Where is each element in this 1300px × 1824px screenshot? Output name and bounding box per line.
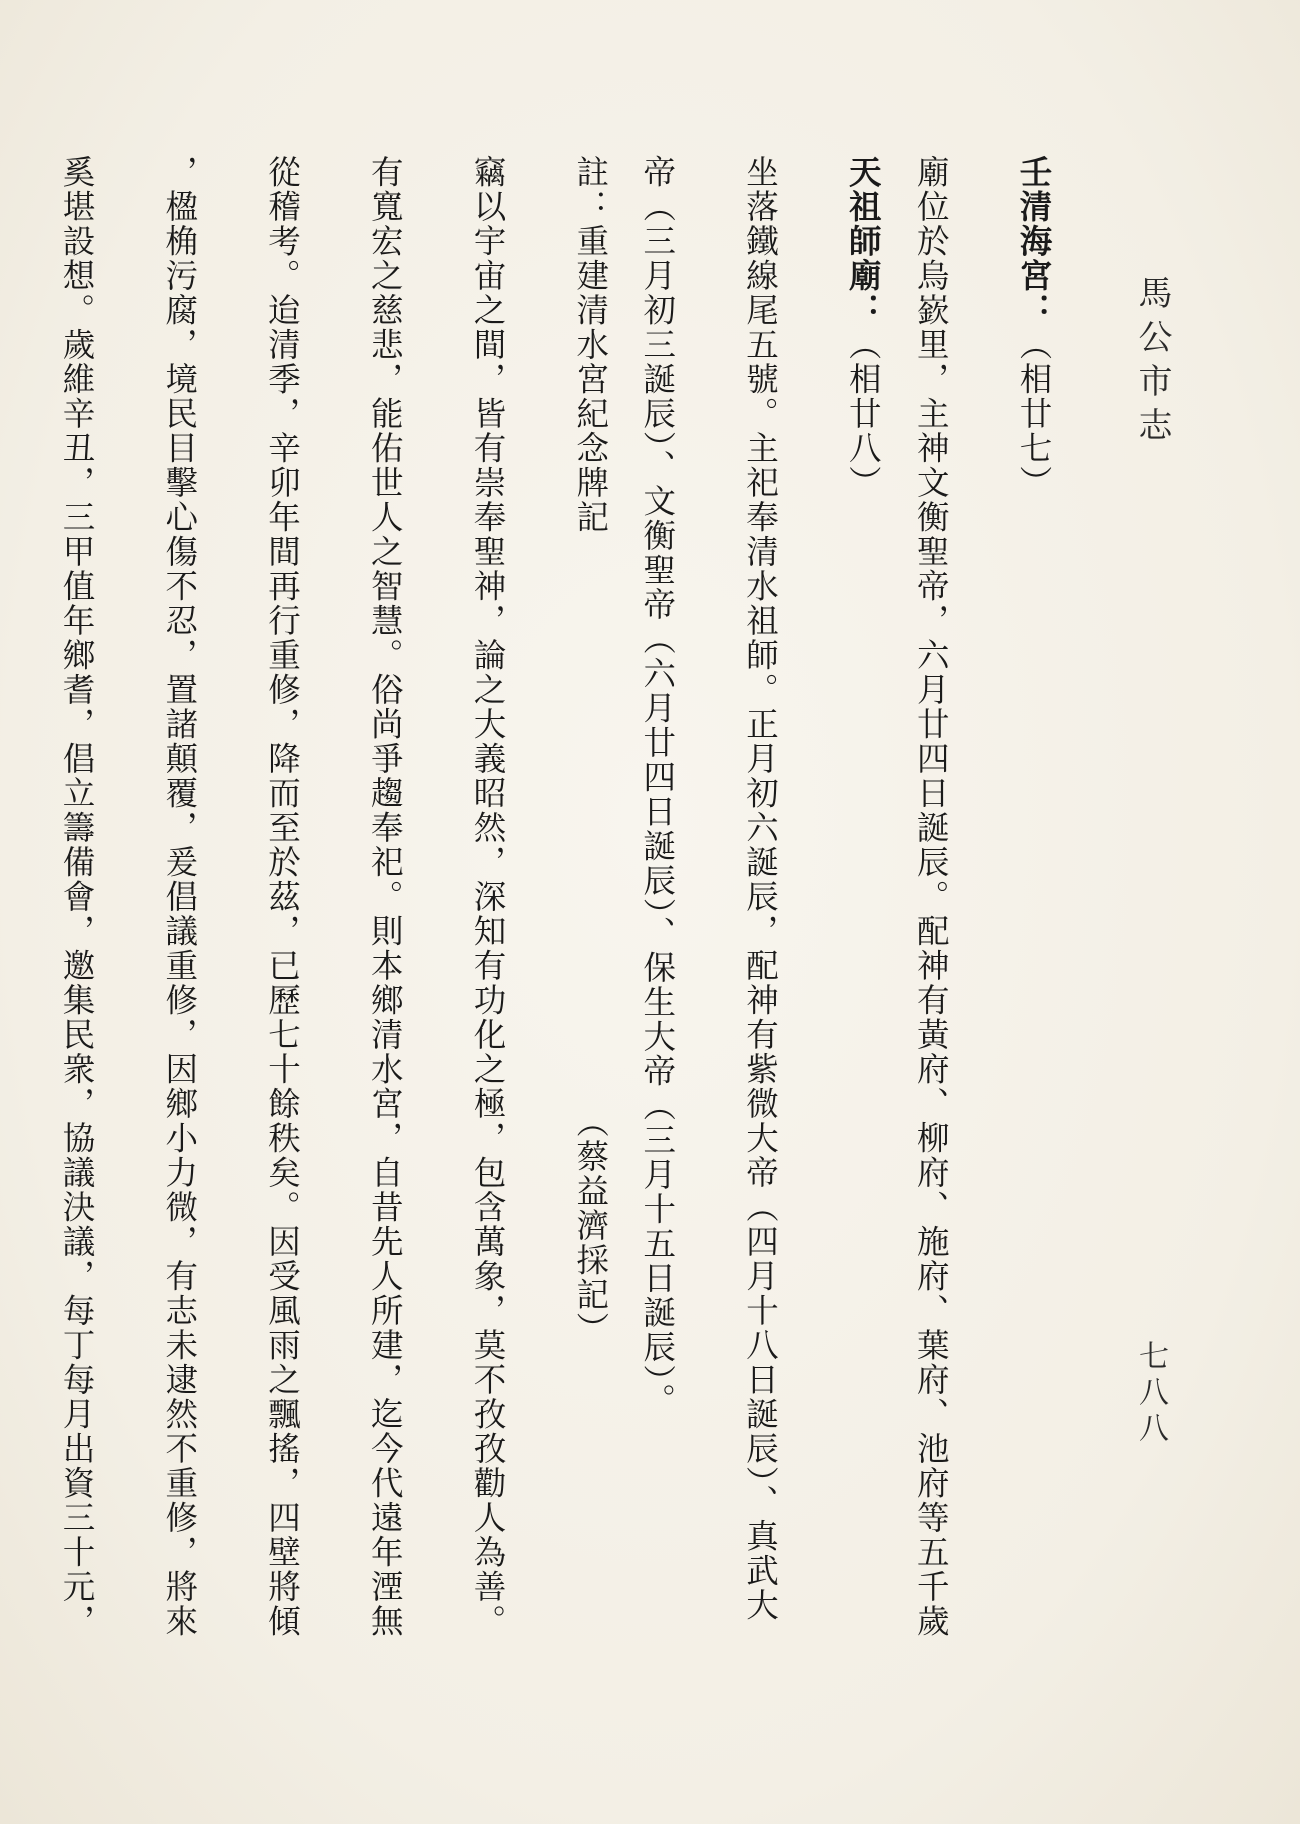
entry-title-line [829, 155, 897, 1715]
note-line: 奚堪設想。歲維辛丑，三甲值年鄉耆，倡立籌備會，邀集民衆，協議決議，每丁每月出資三十元， [58, 155, 96, 1639]
entry-ref: （相廿七） [1015, 327, 1053, 500]
entry-ref: （相廿八） [844, 327, 883, 500]
note-line: ，楹桷污腐，境民目擊心傷不忍，置諸顛覆，爰倡議重修，因鄉小力微，有志未逮然不重修，將來 [160, 155, 199, 1639]
note-line: 竊以宇宙之間，皆有崇奉聖神，論之大義昭然，深知有功化之極，包含萬象，莫不孜孜勸人為善。 [469, 155, 507, 1639]
note-line: 有寬宏之慈悲，能佑世人之智慧。俗尚爭趨奉祀。則本鄉清水宮，自昔先人所建，迄今代遠年湮無 [366, 155, 405, 1639]
entry-title: 天祖師廟： [844, 155, 884, 328]
main-text [0, 155, 1068, 1715]
page-number: 七八八 [1133, 1340, 1168, 1448]
running-title: 馬公市志 [1132, 275, 1172, 451]
note-heading: 註：重建清水宮紀念牌記 [571, 155, 610, 535]
entry-text-line: 帝（三月初三誕辰）、文衡聖帝（六月廿四日誕辰）、保生大帝（三月十五日誕辰）。 [638, 155, 677, 1418]
note-line: 從稽考。迨清季，辛卯年間再行重修，降而至於茲，已歷七十餘秩矣。因受風雨之飄搖，四壁將傾 [263, 155, 302, 1639]
entry-text-line: 坐落鐵線尾五號。主祀奉清水祖師。正月初六誕辰，配神有紫微大帝（四月十八日誕辰）、真武大 [741, 155, 780, 1623]
note-author: （蔡益濟採記） [571, 1121, 610, 1347]
entry-title-line [1000, 155, 1068, 1715]
entry-text-line: 廟位於烏嶔里，主神文衡聖帝，六月廿四日誕辰。配神有黃府、柳府、施府、葉府、池府等五千歲 [912, 155, 951, 1639]
note-line [0, 155, 43, 1715]
note-heading-line [557, 155, 624, 1715]
entry-title: 壬清海宮： [1015, 155, 1054, 328]
